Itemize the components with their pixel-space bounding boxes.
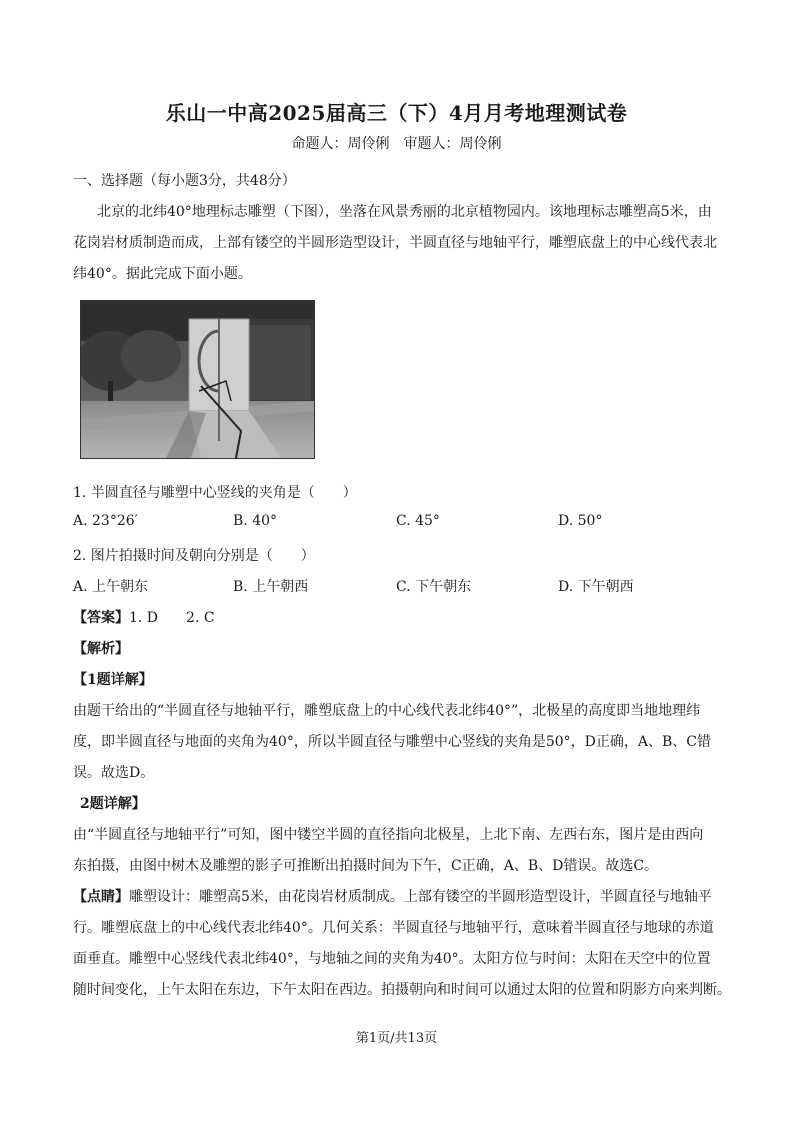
authors-line: 命题人：周伶俐 审题人：周伶俐 xyxy=(291,136,502,152)
tip-line-4: 随时间变化，上午太阳在东边，下午太阳在西边。拍摄朝向和时间可以通过太阳的位置和阴影方向来判断。 xyxy=(73,982,731,998)
question-2-stem: 2. 图片拍摄时间及朝向分别是（ ） xyxy=(73,548,315,564)
detail-1-line-2: 度，即半圆直径与地面的夹角为40°，所以半圆直径与雕塑中心竖线的夹角是50°，D正确，A、B、C错 xyxy=(73,734,711,750)
question-1-option-a: A. 23°26′ xyxy=(73,513,138,529)
tip-line-1 xyxy=(73,886,733,906)
question-1-option-c: C. 45° xyxy=(396,513,440,529)
detail-2-line-1: 由“半圆直径与地轴平行”可知，图中镂空半圆的直径指向北极星，上北下南、左西右东，图片是由西向 xyxy=(73,827,704,843)
section-heading: 一、选择题（每小题3分，共48分） xyxy=(73,173,296,189)
question-2-option-a: A. 上午朝东 xyxy=(73,579,149,595)
page-title: 乐山一中高2025届高三（下）4月月考地理测试卷 xyxy=(165,101,628,125)
tip-text-1: 雕塑设计：雕塑高5米，由花岗岩材质制成。上部有镂空的半圆形造型设计，半圆直径与地轴平 xyxy=(129,889,712,905)
detail-1-line-1: 由题干给出的“半圆直径与地轴平行，雕塑底盘上的中心线代表北纬40°”，北极星的高度即当地地理纬 xyxy=(73,703,701,719)
question-2-option-b: B. 上午朝西 xyxy=(233,579,309,595)
answer-line xyxy=(73,607,733,627)
answer-text: 1. D 2. C xyxy=(129,610,215,626)
detail-2-label: 2题详解】 xyxy=(80,796,146,812)
sculpture-photo xyxy=(80,300,315,459)
question-2-option-d: D. 下午朝西 xyxy=(558,579,634,595)
detail-1-label: 【1题详解】 xyxy=(73,672,153,688)
detail-2-line-2: 东拍摄，由图中树木及雕塑的影子可推断出拍摄时间为下午，C正确，A、B、D错误。故选C。 xyxy=(73,858,659,874)
sculpture-photo-image xyxy=(81,301,314,458)
tip-line-3: 面垂直。雕塑中心竖线代表北纬40°，与地轴之间的夹角为40°。太阳方位与时间：太阳在天空中的位置 xyxy=(73,951,711,967)
passage-line-3: 纬40°。据此完成下面小题。 xyxy=(73,266,252,282)
passage-line-2: 花岗岩材质制造而成，上部有镂空的半圆形造型设计，半圆直径与地轴平行，雕塑底盘上的中心线代表北 xyxy=(73,235,717,251)
analysis-label: 【解析】 xyxy=(73,641,129,657)
passage-line-1: 北京的北纬40°地理标志雕塑（下图），坐落在风景秀丽的北京植物园内。该地理标志雕塑高5米，由 xyxy=(97,204,712,220)
question-2-option-c: C. 下午朝东 xyxy=(396,579,472,595)
answer-label: 【答案】 xyxy=(73,610,129,626)
tip-line-2: 行。雕塑底盘上的中心线代表北纬40°。几何关系：半圆直径与地轴平行，意味着半圆直径与地球的赤道 xyxy=(73,920,714,936)
tip-label: 【点睛】 xyxy=(73,889,129,905)
question-1-option-d: D. 50° xyxy=(558,513,603,529)
detail-1-line-3: 误。故选D。 xyxy=(73,765,155,781)
question-1-option-b: B. 40° xyxy=(233,513,278,529)
question-1-stem: 1. 半圆直径与雕塑中心竖线的夹角是（ ） xyxy=(73,485,357,501)
page-footer: 第1页/共13页 xyxy=(355,1031,438,1046)
